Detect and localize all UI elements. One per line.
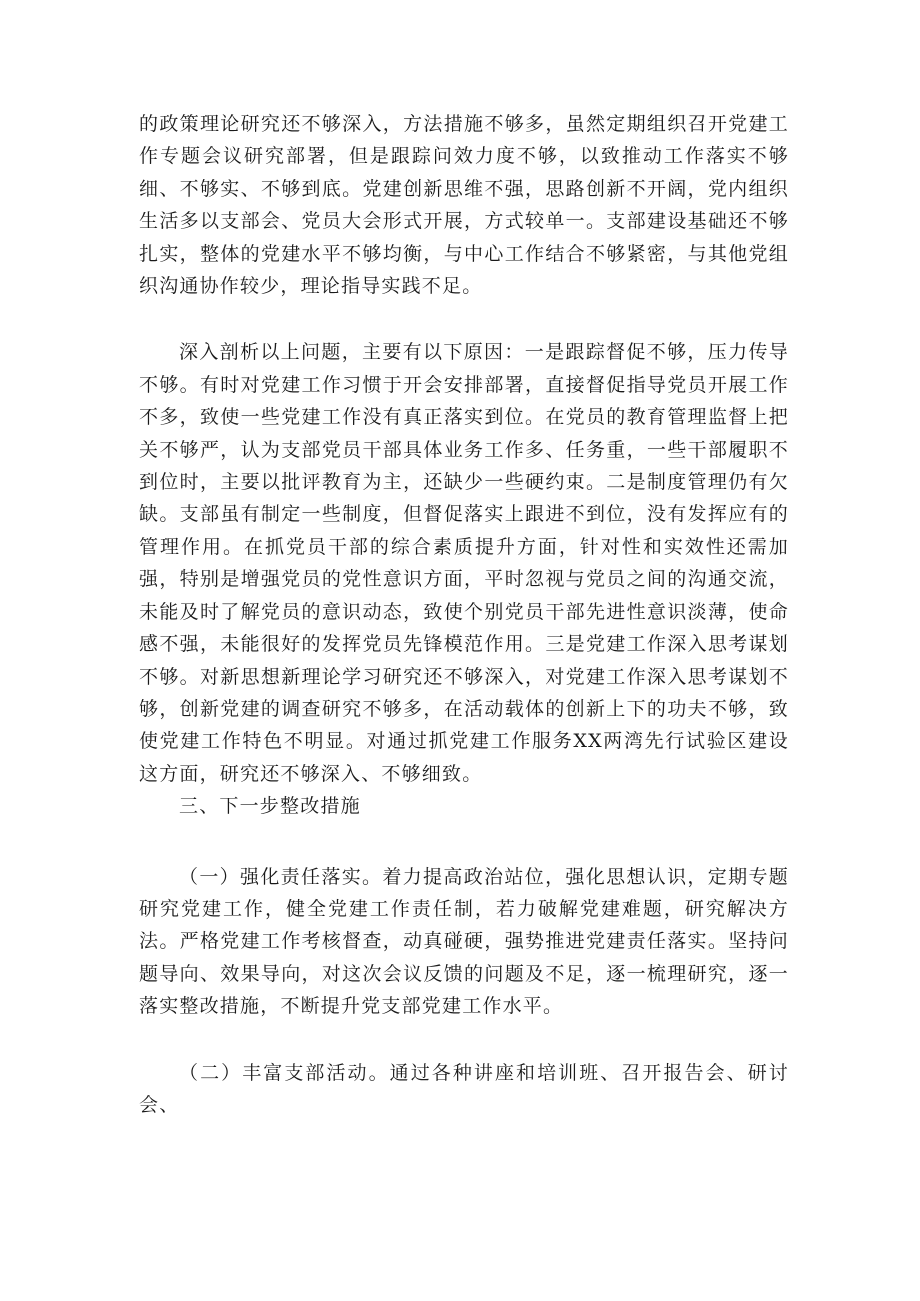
paragraph-measure-1: （一）强化责任落实。着力提高政治站位，强化思想认识，定期专题研究党建工作，健全党建工作责任制，若力破解党建难题，研究解决方法。严格党建工作考核督查，动真碰硬，强势推进党建责任落实。坚持问题导向、效果导向，对这次会议反馈的问题及不足，逐一梳理研究，逐一落实整改措施，不断提升党支部党建工作水平。 xyxy=(139,865,789,1018)
paragraph-root-causes: 深入剖析以上问题，主要有以下原因：一是跟踪督促不够，压力传导不够。有时对党建工作习惯于开会安排部署，直接督促指导党员开展工作不多，致使一些党建工作没有真正落实到位。在党员的教育管理监督上把关不够严，认为支部党员干部具体业务工作多、任务重，一些干部履职不到位时，主要以批评教育为主，还缺少一些硬约束。二是制度管理仍有欠缺。支部虽有制定一些制度，但督促落实上跟进不到位，没有发挥应有的管理作用。在抓党员干部的综合素质提升方面，针对性和实效性还需加强，特别是增强党员的党性意识方面，平时忽视与党员之间的沟通交流，未能及时了解党员的意识动态，致使个别党员干部先进性意识淡薄，使命感不强，未能很好的发挥党员先锋模范作用。三是党建工作深入思考谋划不够。对新思想新理论学习研究还不够深入，对党建工作深入思考谋划不够，创新党建的调查研究不够多，在活动载体的创新上下的功夫不够，致使党建工作特色不明显。对通过抓党建工作服务XX两湾先行试验区建设这方面，研究还不够深入、不够细致。 xyxy=(139,341,789,785)
paragraph-problems-continued: 的政策理论研究还不够深入，方法措施不够多，虽然定期组织召开党建工作专题会议研究部署，但是跟踪问效力度不够，以致推动工作落实不够细、不够实、不够到底。党建创新思维不强，思路创新不开阔，党内组织生活多以支部会、党员大会形式开展，方式较单一。支部建设基础还不够扎实，整体的党建水平不够均衡，与中心工作结合不够紧密，与其他党组织沟通协作较少，理论指导实践不足。 xyxy=(139,113,789,298)
section-heading-next-steps: 三、下一步整改措施 xyxy=(179,795,361,818)
document-body xyxy=(139,108,789,1121)
paragraph-measure-2: （二）丰富支部活动。通过各种讲座和培训班、召开报告会、研讨会、 xyxy=(139,1061,789,1116)
